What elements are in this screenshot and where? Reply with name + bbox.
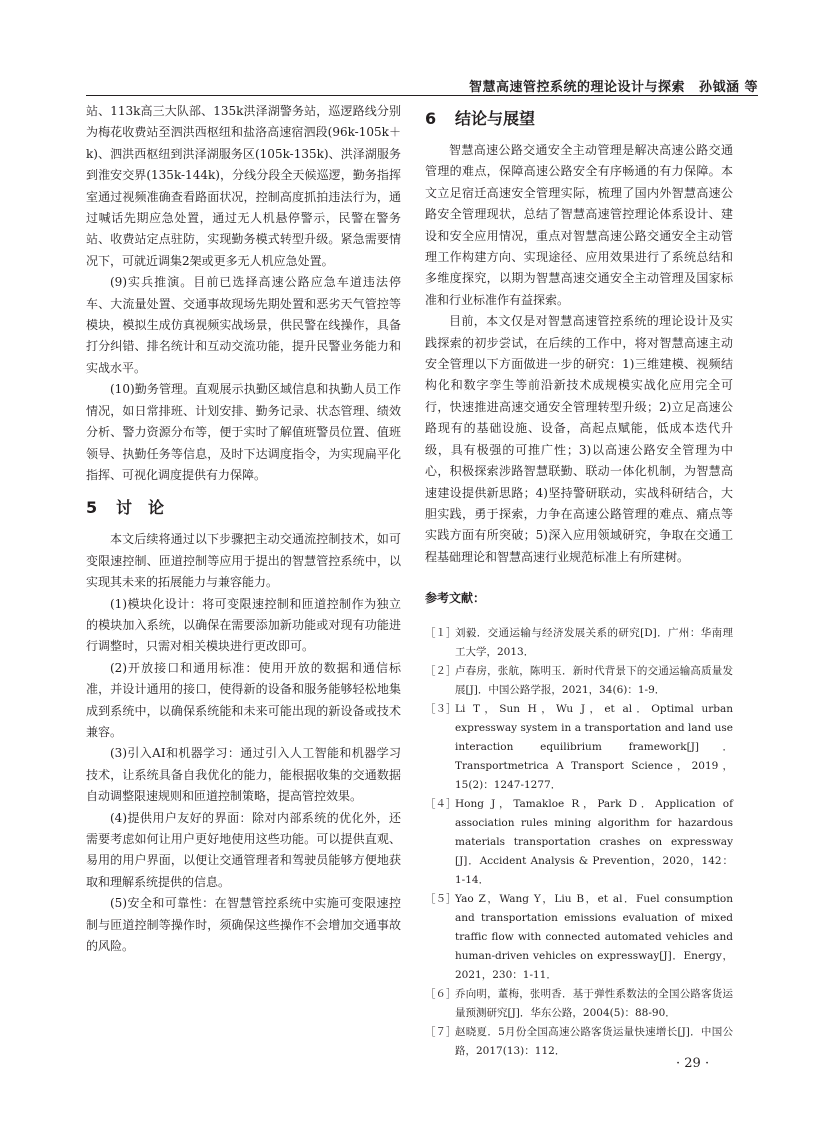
reference-number: ［１］ (425, 626, 457, 639)
section-title: 讨 论 (116, 498, 165, 518)
left-column (86, 101, 401, 957)
section-title: 结论与展望 (455, 109, 536, 128)
reference-item (425, 624, 733, 662)
running-title: 智慧高速管控系统的理论设计与探索 (468, 80, 685, 95)
running-header (455, 76, 758, 95)
reference-item (425, 662, 733, 700)
section-number: 5 (86, 498, 98, 518)
discussion-item-5: (5)安全和可靠性：在智慧管控系统中实施可变限速控制与匝道控制等操作时，须确保这些操作不会增加交通事故的风险。 (86, 896, 401, 954)
reference-item (425, 700, 733, 795)
section-6-heading (425, 107, 733, 131)
reference-number: ［５］ (425, 892, 457, 905)
paragraph-item-10: (10)勤务管理。直观展示执勤区域信息和执勤人员工作情况，如日常排班、计划安排、勤务记录、状态管理、绩效分析、警力资源分布等，便于实时了解值班警员位置、值班领导、执勤任务等信息，及时下达调度指令，为实现扁平化指挥、可视化调度提供有力保障。 (86, 382, 401, 482)
running-authors: 孙钺涵 等 (698, 80, 758, 95)
reference-item (425, 985, 733, 1023)
references-heading: 参考文献： (425, 591, 486, 606)
paragraph-continuation: 站、113k高三大队部、135k洪泽湖警务站，巡逻路线分别为梅花收费站至泗洪西枢纽和盐洛高速宿泗段(96k-105k＋k)、泗洪西枢纽到洪泽湖服务区(105k-135k)、洪泽湖服务到淮安交界(135k-144k)，分线分段全天候巡逻，勤务指挥室通过视频准确查看路面状况，控制高度抓拍违法行为，通过喊话先期应急处置，通过无人机悬停警示，民警在警务站、收费站定点驻防，实现勤务模式转型升级。紧急需要情况下，可就近调集2架或更多无人机应急处置。 (86, 104, 401, 268)
reference-number: ［７］ (425, 1025, 457, 1038)
reference-text: 赵晓夏．5月份全国高速公路客货运量快速增长[J]．中国公路，2017(13)：112． (455, 1025, 733, 1057)
reference-number: ［４］ (425, 797, 457, 810)
reference-text: 卢春房，张航，陈明玉．新时代背景下的交通运输高质量发展[J]．中国公路学报，2021，34(6)：1-9． (455, 664, 733, 696)
section-5-heading (86, 496, 401, 520)
conclusion-paragraph-2: 目前，本文仅是对智慧高速管控系统的理论设计及实践探索的初步尝试，在后续的工作中，将对智慧高速主动安全管理以下方面做进一步的研究：1)三维建模、视频结构化和数字孪生等前沿新技术成规模实战化应用完全可行，快速推进高速交通安全管理转型升级；2)立足高速公路现有的基础设施、设备，高起点赋能，低成本迭代升级，具有极强的可推广性；3)以高速公路安全管理为中心，积极探索涉路智慧联勤、联动一体化机制，为智慧高速建设提供新思路；4)坚持警研联动，实战科研结合，大胆实践，勇于探索，力争在高速公路管理的难点、痛点等实践方面有所突破；5)深入应用领域研究，争取在交通工程基础理论和智慧高速行业规范标准上有所建树。 (425, 314, 733, 564)
reference-number: ［６］ (425, 987, 457, 1000)
reference-number: ［３］ (425, 702, 457, 715)
reference-item (425, 795, 733, 890)
conclusion-paragraph-1: 智慧高速公路交通安全主动管理是解决高速公路交通管理的难点，保障高速公路安全有序畅通的有力保障。本文立足宿迁高速安全管理实际，梳理了国内外智慧高速公路安全管理现状，总结了智慧高速管控理论体系设计、建设和安全应用情况，重点对智慧高速公路交通安全主动管理工作构建方向、实现途径、应用效果进行了系统总结和多维度探究，以期为智慧高速交通安全主动管理及国家标准和行业标准作有益探索。 (425, 143, 733, 307)
section-number: 6 (425, 109, 437, 128)
discussion-item-1: (1)模块化设计：将可变限速控制和匝道控制作为独立的模块加入系统，以确保在需要添加新功能或对现有功能进行调整时，只需对相关模块进行更改即可。 (86, 596, 401, 654)
discussion-item-4: (4)提供用户友好的界面：除对内部系统的优化外，还需要考虑如何让用户更好地使用这些功能。可以提供直观、易用的用户界面，以便让交通管理者和驾驶员能够方便地获取和理解系统提供的信息。 (86, 810, 401, 889)
references-list (425, 624, 733, 1061)
paragraph-item-9: (9)实兵推演。目前已选择高速公路应急车道违法停车、大流量处置、交通事故现场先期处置和恶劣天气管控等模块，模拟生成仿真视频实战场景，供民警在线操作，具备打分纠错、排名统计和互动交流功能，提升民警业务能力和实战水平。 (86, 275, 401, 375)
reference-item (425, 1023, 733, 1061)
page-number: · 29 · (676, 1056, 710, 1071)
reference-text: Li T，Sun H，Wu J，et al．Optimal urban expressway system in a transportation and land use interaction equilibrium framework[J]．Transportmetrica A Transport Science，2019，15(2)：1247-1277． (455, 702, 733, 791)
reference-text: 刘毅．交通运输与经济发展关系的研究[D]．广州：华南理工大学，2013． (455, 626, 733, 658)
reference-number: ［２］ (425, 664, 457, 677)
reference-text: Hong J，Tamakloe R，Park D．Application of association rules mining algorithm for hazardous materials transportation crashes on expressway [J]．Accident Analysis & Prevention，2020，142：1-14． (455, 797, 733, 886)
discussion-item-3: (3)引入AI和机器学习：通过引入人工智能和机器学习技术，让系统具备自我优化的能力，能根据收集的交通数据自动调整限速规则和匝道控制策略，提高管控效果。 (86, 746, 401, 804)
reference-item (425, 890, 733, 985)
header-rule (86, 95, 758, 96)
reference-text: Yao Z，Wang Y，Liu B，et al．Fuel consumption and transportation emissions evaluation of mixed traffic flow with connected automated vehicles and human-driven vehicles on expressway[J]．Energy，2021，230：1-11． (455, 892, 733, 981)
discussion-intro: 本文后续将通过以下步骤把主动交通流控制技术，如可变限速控制、匝道控制等应用于提出的智慧管控系统中，以实现其未来的拓展能力与兼容能力。 (86, 532, 401, 590)
right-column (425, 101, 733, 1061)
reference-text: 乔向明，董梅，张明香．基于弹性系数法的全国公路客货运量预测研究[J]．华东公路，2004(5)：88-90． (455, 987, 733, 1019)
discussion-item-2: (2)开放接口和通用标准：使用开放的数据和通信标准，并设计通用的接口，使得新的设备和服务能够轻松地集成到系统中，以确保系统能和未来可能出现的新设备或技术兼容。 (86, 660, 401, 739)
